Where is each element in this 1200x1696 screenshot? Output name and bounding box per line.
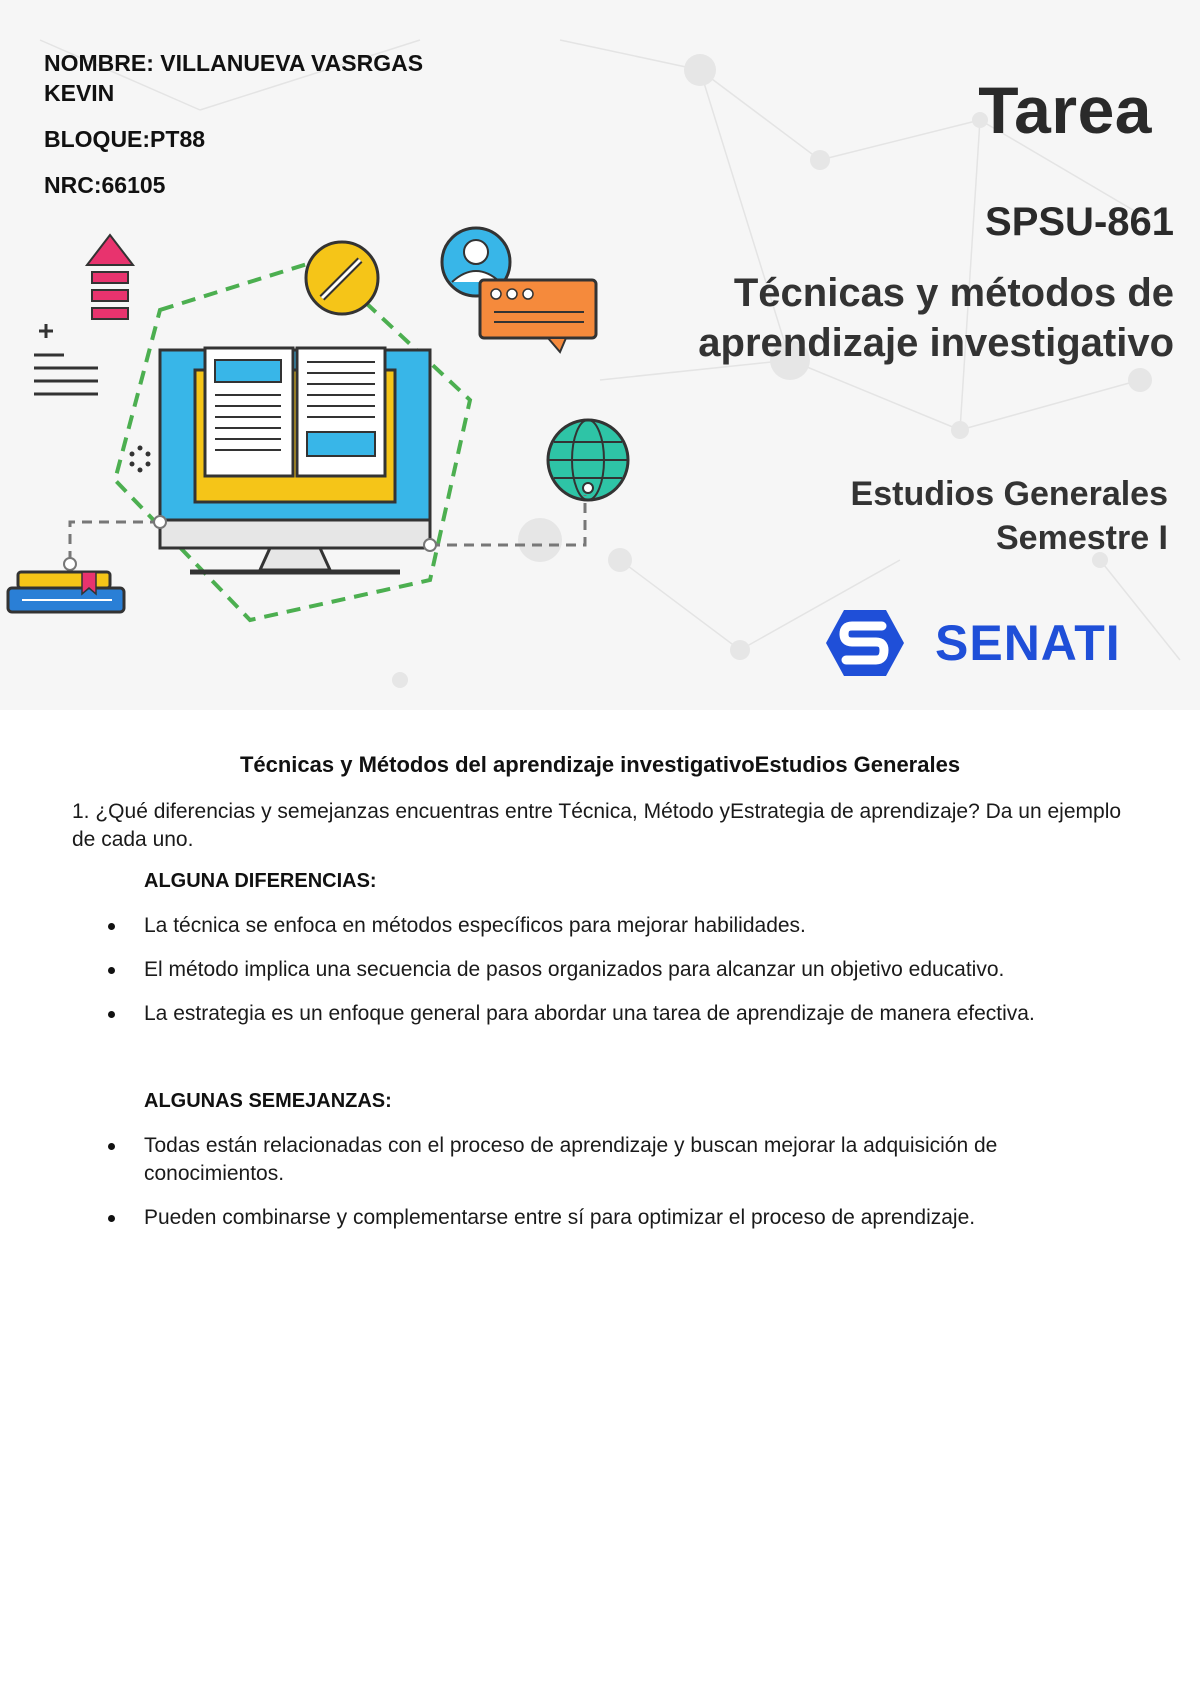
semester: Semestre I (996, 519, 1168, 557)
bullet-icon (108, 1143, 115, 1150)
question-1: 1. ¿Qué diferencias y semejanzas encuentras entre Técnica, Método yEstrategia de aprendizaje? Da un ejemplo de cada uno. (72, 800, 1122, 851)
monitor-book-icon (160, 348, 430, 572)
user-chat-icon (442, 228, 596, 352)
list-item: El método implica una secuencia de pasos organizados para alcanzar un objetivo educativo. (106, 956, 1106, 984)
list-item: La estrategia es un enfoque general para abordar una tarea de aprendizaje de manera efectiva. (106, 1000, 1106, 1028)
course-title (614, 268, 1174, 368)
bullet-icon (108, 923, 115, 930)
program-name: Estudios Generales (850, 475, 1168, 513)
loading-dots-icon (130, 446, 151, 473)
student-block: BLOQUE:PT88 (44, 126, 206, 152)
differences-list (106, 912, 1106, 1044)
similarities-list (106, 1132, 1106, 1248)
course-title-line-1: Técnicas y métodos de (733, 271, 1174, 315)
books-icon (8, 572, 124, 612)
student-info (44, 48, 484, 216)
globe-icon (548, 420, 628, 500)
list-item: Pueden combinarse y complementarse entre sí para optimizar el proceso de aprendizaje. (106, 1204, 1106, 1232)
learning-illustration (0, 220, 640, 690)
pen-icon (306, 242, 378, 314)
list-item: Todas están relacionadas con el proceso de aprendizaje y buscan mejorar la adquisición de conocimientos. (106, 1132, 1106, 1188)
bullet-icon (108, 1215, 115, 1222)
bullet-icon (108, 1011, 115, 1018)
course-title-line-2: aprendizaje investigativo (698, 321, 1174, 365)
assignment-label: Tarea (978, 73, 1152, 147)
course-code: SPSU-861 (985, 200, 1174, 244)
student-nrc: NRC:66105 (44, 172, 166, 198)
program-info (748, 472, 1168, 560)
arrow-up-icon (87, 235, 133, 319)
document-title: Técnicas y Métodos del aprendizaje investigativoEstudios Generales (239, 752, 961, 777)
text-lines-icon (34, 324, 98, 394)
senati-logo-text: SENATI (935, 615, 1121, 671)
similarities-heading: ALGUNAS SEMEJANZAS: (144, 1090, 392, 1112)
cover-banner (0, 0, 1200, 710)
differences-heading: ALGUNA DIFERENCIAS: (144, 870, 377, 892)
list-item: La técnica se enfoca en métodos específicos para mejorar habilidades. (106, 912, 1106, 940)
student-name: NOMBRE: VILLANUEVA VASRGAS KEVIN (44, 50, 424, 106)
bullet-icon (108, 967, 115, 974)
